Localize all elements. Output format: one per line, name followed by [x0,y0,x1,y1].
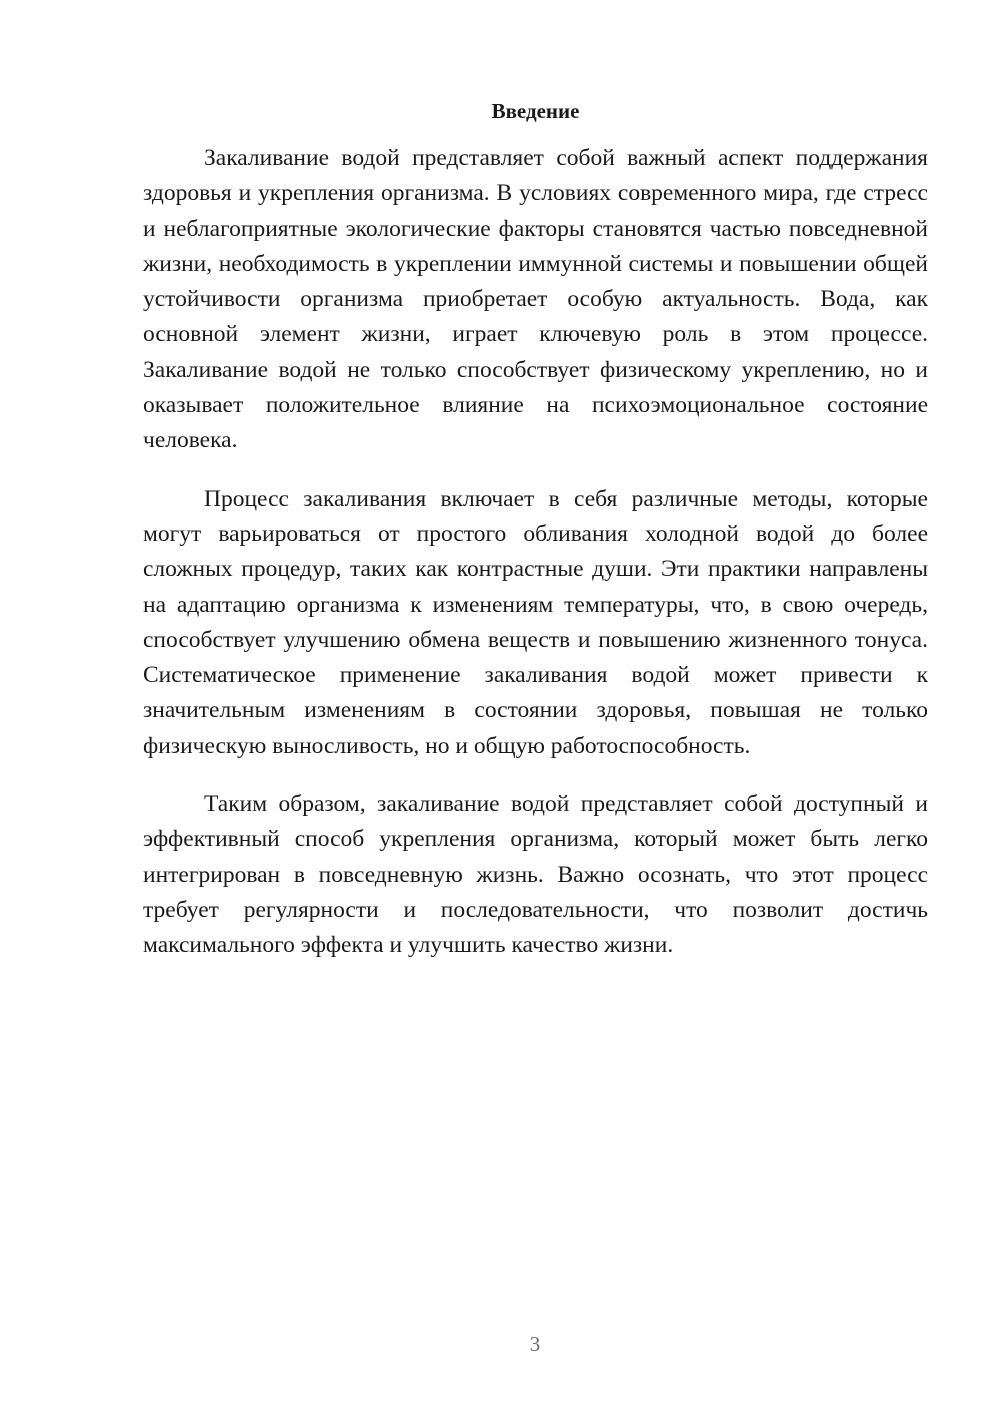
body-text [143,141,928,987]
paragraph-2: Процесс закаливания включает в себя различные методы, которые могут варьироваться от простого обливания холодной водой до более сложных процедур, таких как контрастные души. Эти практики направлены на адаптацию организма к изменениям температуры, что, в свою очередь, способствует улучшению обмена веществ и повышению жизненного тонуса. Систематическое применение закаливания водой может привести к значительным изменениям в состоянии здоровья, повышая не только физическую выносливость, но и общую работоспособность. [143,485,928,759]
page-number: 3 [529,1332,541,1356]
paragraph-1: Закаливание водой представляет собой важный аспект поддержания здоровья и укрепления организма. В условиях современного мира, где стресс и неблагоприятные экологические факторы становятся частью повседневной жизни, необходимость в укреплении иммунной системы и повышении общей устойчивости организма приобретает особую актуальность. Вода, как основной элемент жизни, играет ключевую роль в этом процессе. Закаливание водой не только способствует физическому укреплению, но и оказывает положительное влияние на психоэмоциональное состояние человека. [143,145,928,454]
page-title: Введение [491,99,580,123]
paragraph-3: Таким образом, закаливание водой представляет собой доступный и эффективный способ укрепления организма, который может быть легко интегрирован в повседневную жизнь. Важно осознать, что этот процесс требует регулярности и последовательности, что позволит достичь максимального эффекта и улучшить качество жизни. [143,791,928,959]
